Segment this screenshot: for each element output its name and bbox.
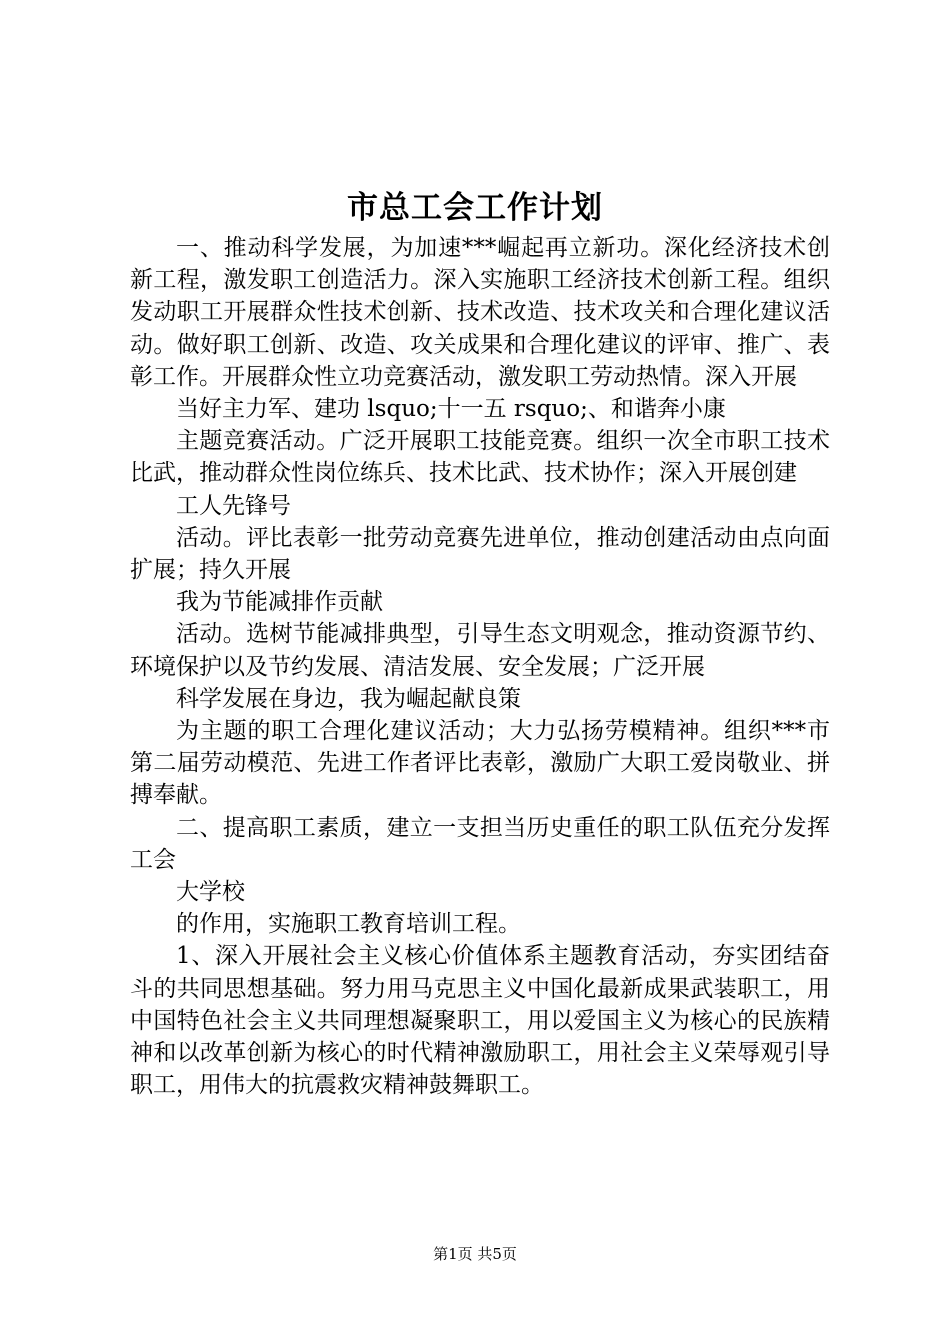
paragraph: 我为节能减排作贡献: [176, 589, 383, 616]
document-title: 市总工会工作计划: [347, 190, 603, 226]
paragraph: 为主题的职工合理化建议活动；大力弘扬劳模精神。组织***市第二届劳动模范、先进工作者评比表彰，激励广大职工爱岗敬业、拼搏奉献。: [130, 718, 830, 809]
paragraph: 活动。评比表彰一批劳动竞赛先进单位，推动创建活动由点向面扩展；持久开展: [130, 524, 830, 584]
paragraph: 二、提高职工素质，建立一支担当历史重任的职工队伍充分发挥工会: [130, 814, 830, 873]
paragraph: 当好主力军、建功 lsquo;十一五 rsquo;、和谐奔小康: [176, 396, 726, 423]
paragraph: 工人先锋号: [176, 492, 291, 519]
page-number-footer: 第1页 共5页: [433, 1245, 517, 1263]
paragraph: 科学发展在身边，我为崛起献良策: [176, 685, 521, 712]
paragraph: 活动。选树节能减排典型，引导生态文明观念，推动资源节约、环境保护以及节约发展、清洁发展、安全发展；广泛开展: [130, 621, 830, 680]
paragraph: 一、推动科学发展，为加速***崛起再立新功。深化经济技术创新工程，激发职工创造活力。深入实施职工经济技术创新工程。组织发动职工开展群众性技术创新、技术改造、技术攻关和合理化建议活动。做好职工创新、改造、攻关成果和合理化建议的评审、推广、表彰工作。开展群众性立功竞赛活动，激发职工劳动热情。深入开展: [130, 235, 830, 390]
paragraph: 主题竞赛活动。广泛开展职工技能竞赛。组织一次全市职工技术比武，推动群众性岗位练兵、技术比武、技术协作；深入开展创建: [130, 428, 830, 487]
paragraph: 的作用，实施职工教育培训工程。: [176, 911, 521, 938]
document-body: [130, 232, 830, 1101]
paragraph: 大学校: [176, 879, 245, 906]
paragraph: 1、深入开展社会主义核心价值体系主题教育活动，夯实团结奋斗的共同思想基础。努力用马克思主义中国化最新成果武装职工，用中国特色社会主义共同理想凝聚职工，用以爱国主义为核心的民族精神和以改革创新为核心的时代精神激励职工，用社会主义荣辱观引导职工，用伟大的抗震救灾精神鼓舞职工。: [130, 943, 830, 1099]
